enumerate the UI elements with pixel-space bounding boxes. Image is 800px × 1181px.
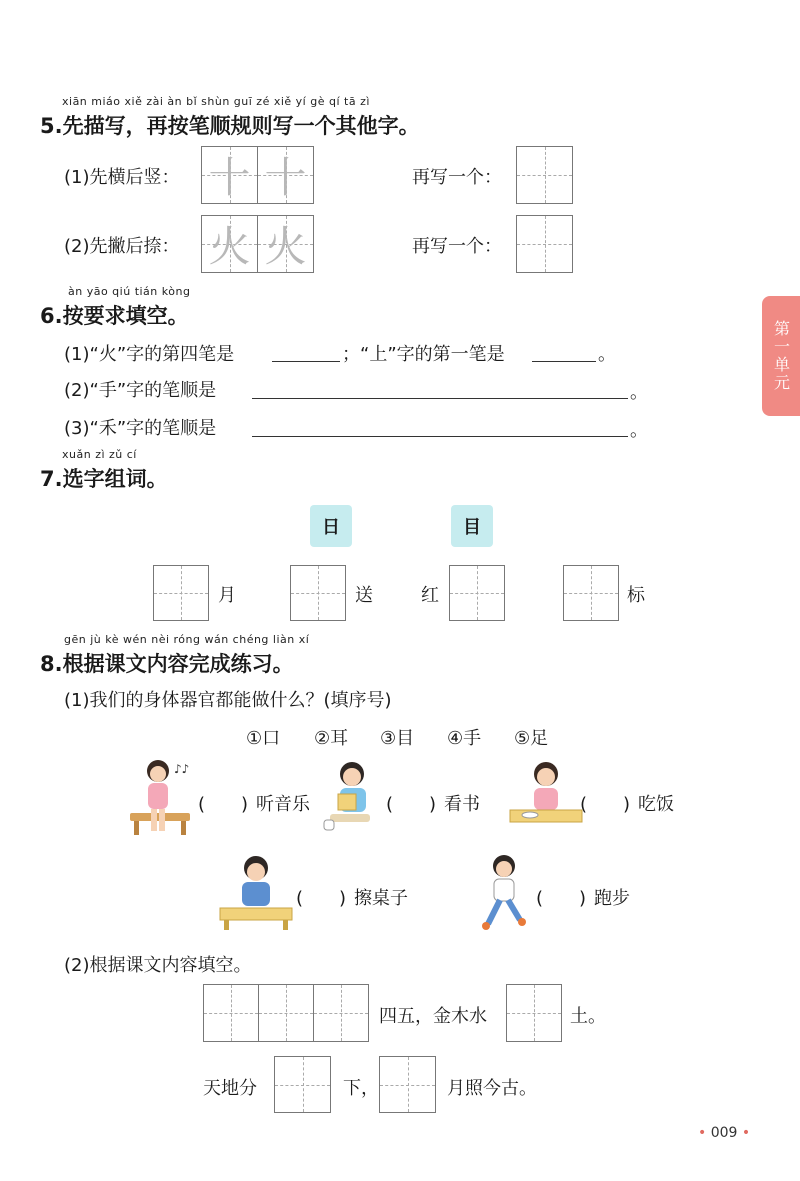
answer-blank[interactable] [532,361,596,362]
q6-line1-b: ；“上”字的第一笔是 [342,344,505,365]
option-char: 日 [310,505,352,547]
q5-row1-label: (1)先横后竖： [64,167,180,188]
word-char: 送 [355,585,373,606]
trace-char: 十 [208,153,251,202]
boy-reading-illustration [322,758,382,838]
activity-label: 擦桌子 [354,888,408,909]
write-box[interactable] [449,565,505,621]
trace-char: 火 [264,222,307,271]
trace-box[interactable] [257,215,314,273]
page-number-text: 009 [710,1125,738,1141]
word-char: 月 [218,585,236,606]
q8-pinyin: gēn jù kè wén nèi róng wán chéng liàn xí [64,633,310,646]
answer-paren[interactable]: ( ) [198,794,249,815]
q7-pinyin: xuǎn zì zǔ cí [62,448,137,461]
q6-line2-end: 。 [630,382,648,403]
write-box[interactable] [563,565,619,621]
fill-text: 土。 [570,1006,606,1027]
fill-text: 四五，金木水 [379,1006,487,1027]
trace-box[interactable] [257,146,314,204]
write-box[interactable] [258,984,314,1042]
q7-title: 7.选字组词。 [40,467,168,491]
choice: ①口 [246,728,281,749]
q8-part2: (2)根据课文内容填空。 [64,955,252,976]
q6-pinyin: àn yāo qiú tián kòng [68,285,191,298]
svg-text:♪♪: ♪♪ [174,762,190,776]
girl-listening-illustration [126,755,196,840]
again-label: 再写一个： [412,236,502,257]
write-box[interactable] [313,984,369,1042]
write-box[interactable] [274,1056,331,1113]
answer-paren[interactable]: ( ) [296,888,347,909]
trace-box[interactable] [201,146,258,204]
answer-blank[interactable] [272,361,340,362]
q6-line2: (2)“手”字的笔顺是 [64,380,217,401]
word-char: 标 [627,585,645,606]
trace-box[interactable] [201,215,258,273]
unit-tab: 第一单元 [762,296,800,416]
q6-line1-end: 。 [598,344,616,365]
activity-label: 听音乐 [256,794,310,815]
choice: ⑤足 [514,728,549,749]
q6-line3-end: 。 [630,420,648,441]
write-box[interactable] [506,984,562,1042]
q6-title: 6.按要求填空。 [40,304,189,328]
trace-char: 十 [264,153,307,202]
fill-text: 天地分 [203,1078,257,1099]
option-char: 目 [451,505,493,547]
q6-line1-a: (1)“火”字的第四笔是 [64,344,235,365]
q8-part1: (1)我们的身体器官都能做什么？(填序号) [64,690,392,711]
boy-running-illustration [476,852,532,932]
write-box[interactable] [203,984,259,1042]
write-box[interactable] [379,1056,436,1113]
page-number [698,1125,750,1141]
answer-blank[interactable] [252,398,628,399]
q5-row2-label: (2)先撇后捺： [64,236,180,257]
choice: ③目 [380,728,415,749]
answer-paren[interactable]: ( ) [580,794,631,815]
fill-text: 月照今古。 [447,1078,537,1099]
q5-title: 5.先描写，再按笔顺规则写一个其他字。 [40,114,420,138]
write-box[interactable] [153,565,209,621]
write-box[interactable] [290,565,346,621]
activity-label: 吃饭 [638,794,674,815]
fill-text: 下， [343,1078,379,1099]
write-box[interactable] [516,215,573,273]
answer-paren[interactable]: ( ) [536,888,587,909]
q6-line3: (3)“禾”字的笔顺是 [64,418,217,439]
activity-label: 跑步 [594,888,630,909]
answer-blank[interactable] [252,436,628,437]
girl-eating-illustration [508,758,584,836]
write-box[interactable] [516,146,573,204]
q8-title: 8.根据课文内容完成练习。 [40,652,294,676]
dot-icon: • [741,1125,751,1141]
choice: ②耳 [314,728,349,749]
trace-char: 火 [208,222,251,271]
again-label: 再写一个： [412,167,502,188]
answer-paren[interactable]: ( ) [386,794,437,815]
boy-wiping-table-illustration [218,852,294,932]
choice: ④手 [447,728,482,749]
q5-pinyin: xiān miáo xiě zài àn bǐ shùn guī zé xiě yí gè qí tā zì [62,95,370,108]
dot-icon: • [698,1125,707,1141]
activity-label: 看书 [444,794,480,815]
word-char: 红 [421,585,439,606]
